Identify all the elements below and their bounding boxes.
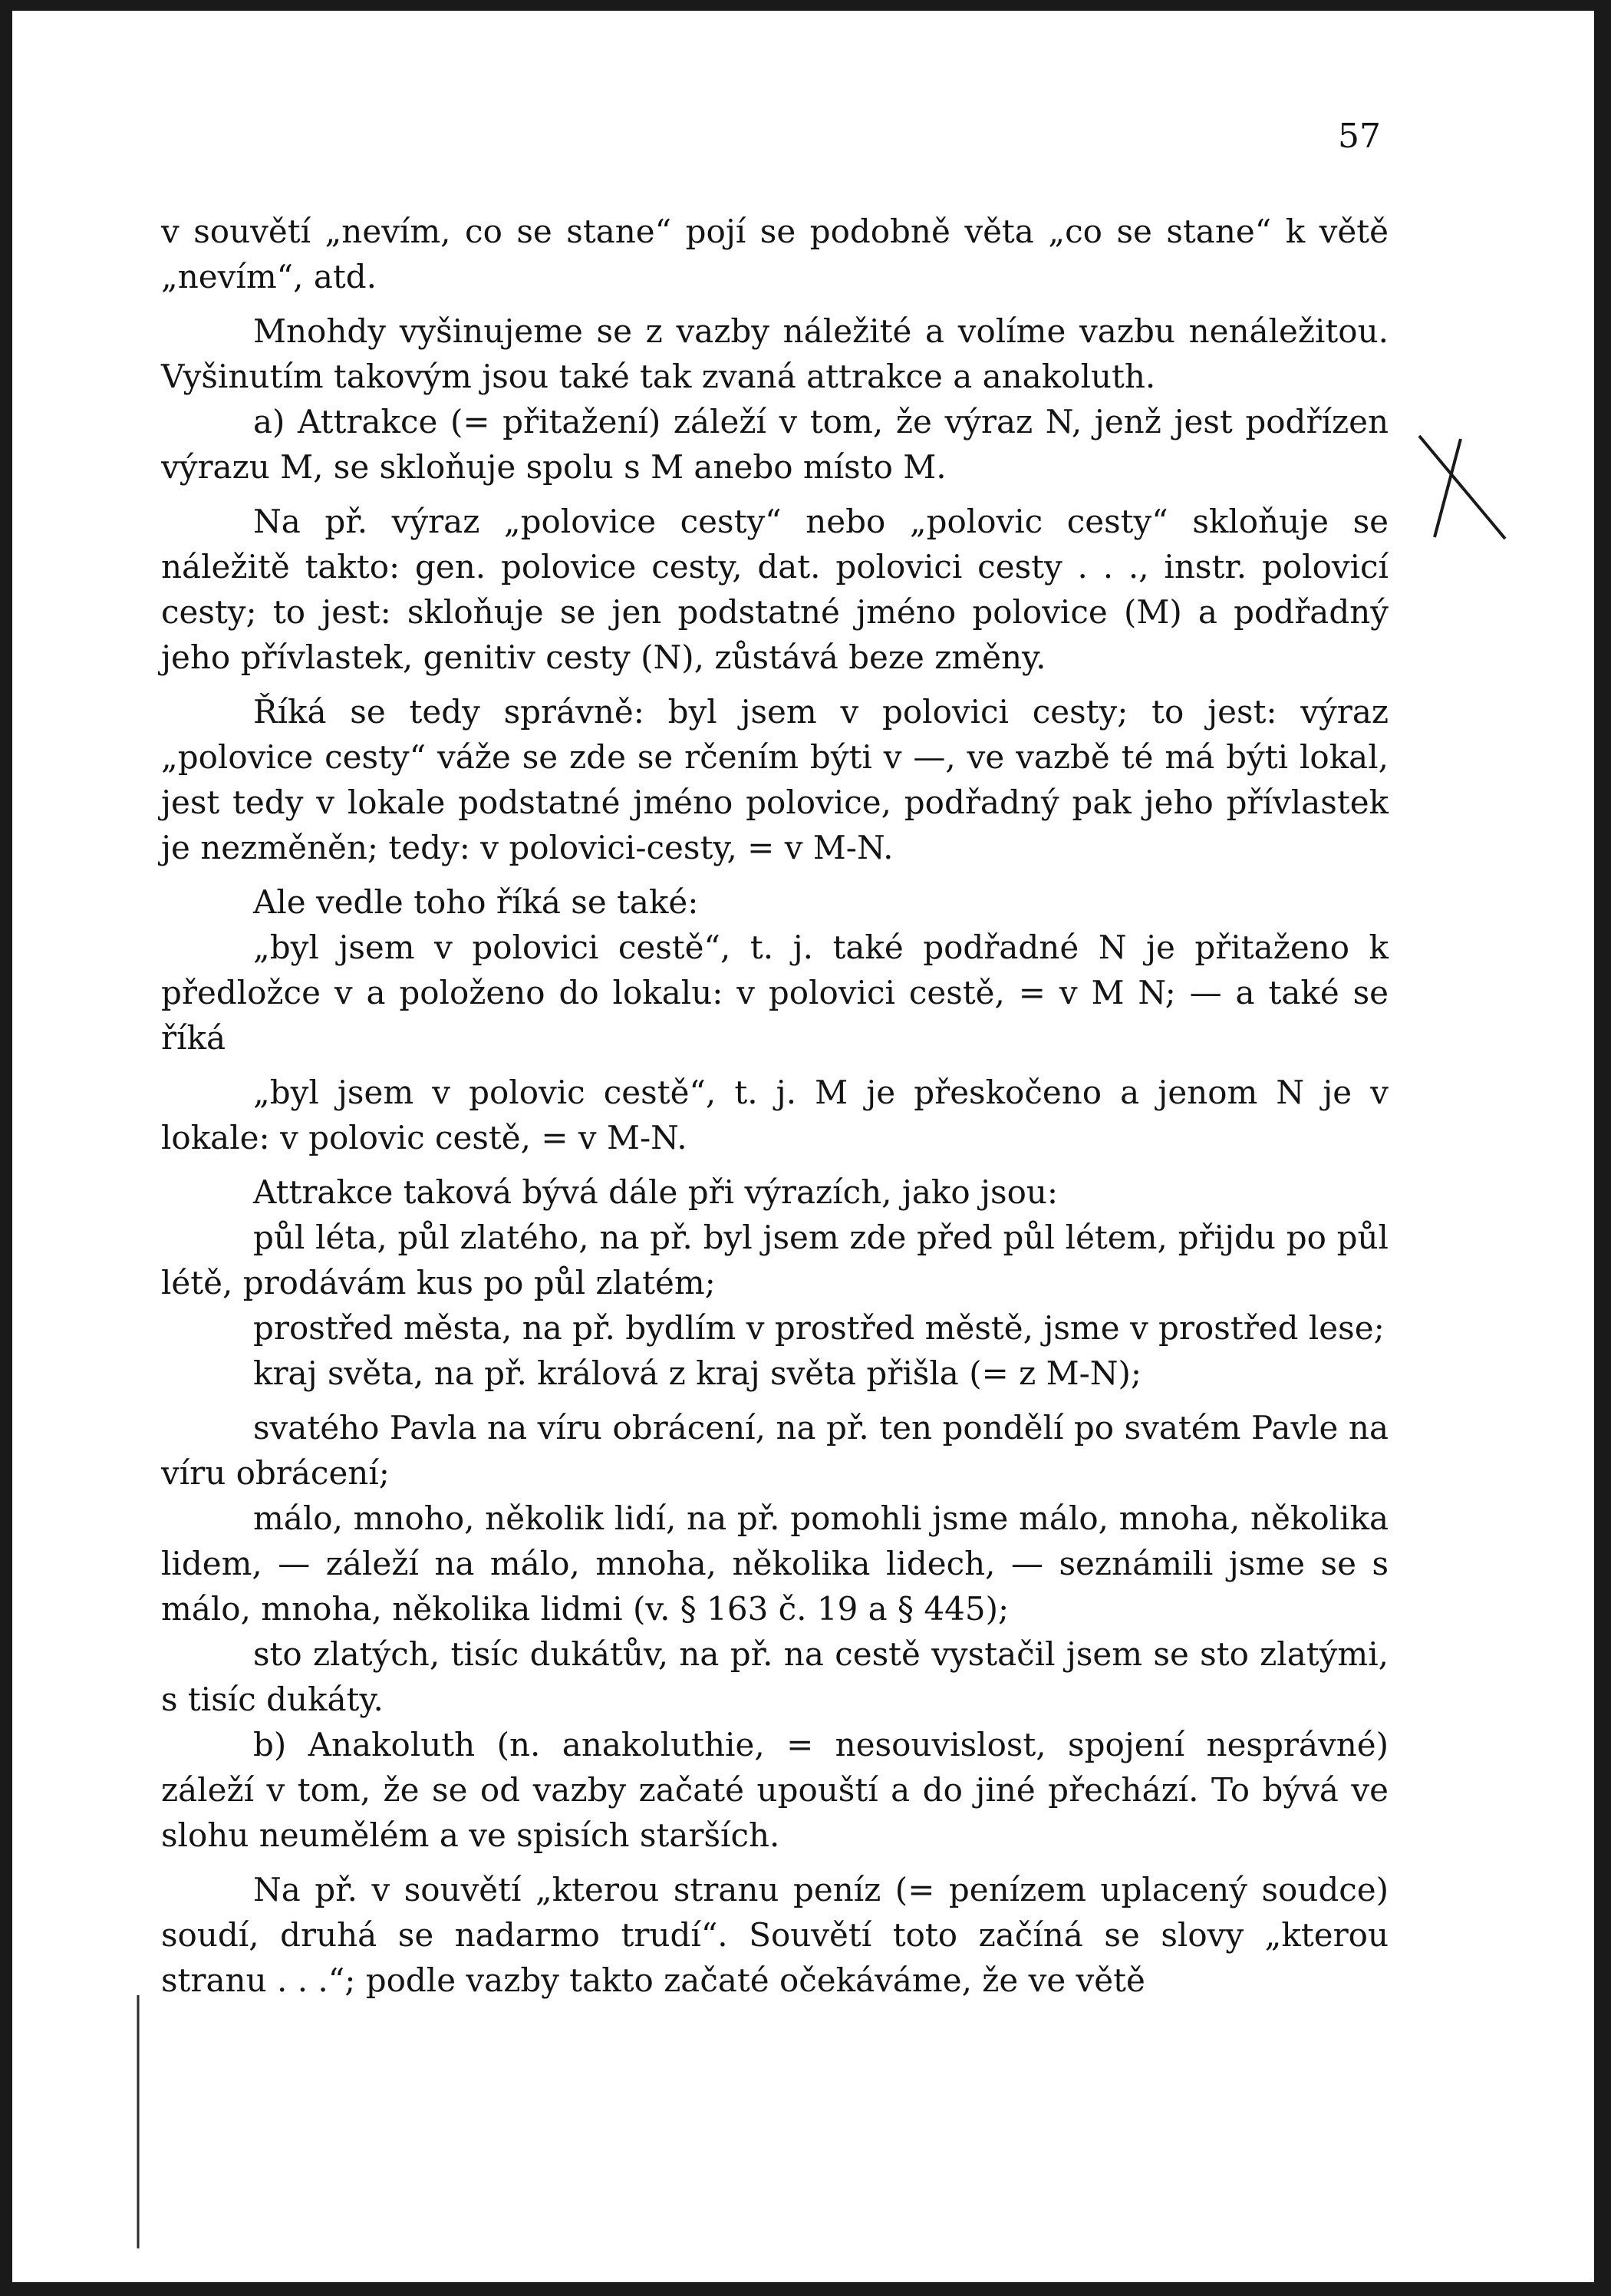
paragraph-attrakce: a) Attrakce (= přitažení) záleží v tom, že výraz N, jenž jest podřízen výrazu M, se skloňuje spolu s M anebo místo M.	[161, 403, 1389, 486]
paragraph-2: Mnohdy vyšinujeme se z vazby náležité a volíme vazbu nenáležitou. Vyšinutím takovým jsou také tak zvaná attrakce a anakoluth.	[161, 312, 1389, 395]
paragraph-example-4: „byl jsem v polovic cestě“, t. j. M je přeskočeno a jenom N je v lokale: v polovic cestě, = v M-N.	[161, 1074, 1389, 1156]
paragraph-example-1: Na př. výraz „polovice cesty“ nebo „polovic cesty“ skloňuje se náležitě takto: gen. polovice cesty, dat. polovici cesty . . ., instr. polovicí cesty; to jest: skloňuje se jen podstatné jméno polovice (M) a podřadný jeho přívlastek, genitiv cesty (N), zůstává beze změny.	[161, 503, 1389, 676]
margin-vertical-mark	[135, 1995, 141, 2248]
paragraph-example-5: půl léta, půl zlatého, na př. byl jsem zde před půl létem, přijdu po půl létě, prodávám kus po půl zlatém;	[161, 1219, 1389, 1301]
paragraph-example-8: svatého Pavla na víru obrácení, na př. ten pondělí po svatém Pavle na víru obrácení;	[161, 1409, 1389, 1492]
page-number: 57	[1338, 117, 1381, 156]
paragraph-anakoluth: b) Anakoluth (n. anakoluthie, = nesouvislost, spojení nesprávné) záleží v tom, že se od vazby začaté upouští a do jiné přechází. To bývá ve slohu neumělém a ve spisích starších.	[161, 1726, 1389, 1854]
paragraph-example-9: málo, mnoho, několik lidí, na př. pomohli jsme málo, mnoha, několika lidem, — záleží na málo, mnoha, několika lidech, — seznámili jsme se s málo, mnoha, několika lidmi (v. § 163 č. 19 a § 445);	[161, 1499, 1389, 1628]
paragraph-example-3: „byl jsem v polovici cestě“, t. j. také podřadné N je přitaženo k předložce v a položeno do lokalu: v polovici cestě, = v M N; — a také se říká	[161, 929, 1389, 1057]
body-text	[161, 209, 1389, 2003]
paragraph-example-6: prostřed města, na př. bydlím v prostřed městě, jsme v prostřed lese;	[253, 1309, 1385, 1347]
paragraph-example-11: Na př. v souvětí „kterou stranu peníz (= penízem uplacený soudce) soudí, druhá se nadarmo trudí“. Souvětí toto začíná se slovy „kterou stranu . . .“; podle vazby takto začaté očekáváme, že ve větě	[161, 1871, 1389, 1999]
paragraph-example-10: sto zlatých, tisíc dukátův, na př. na cestě vystačil jsem se sto zlatými, s tisíc dukáty.	[161, 1635, 1389, 1718]
paragraph-example-2: Říká se tedy správně: byl jsem v polovici cesty; to jest: výraz „polovice cesty“ váže se zde se rčením býti v —, ve vazbě té má býti lokal, jest tedy v lokale podstatné jméno polovice, podřadný pak jeho přívlastek je nezměněn; tedy: v polovici-cesty, = v M-N.	[161, 693, 1389, 866]
paragraph-1: v souvětí „nevím, co se stane“ pojí se podobně věta „co se stane“ k větě „nevím“, atd.	[161, 213, 1389, 295]
paragraph-4: Attrakce taková bývá dále při výrazích, jako jsou:	[253, 1173, 1059, 1211]
paragraph-example-7: kraj světa, na př. králová z kraj světa přišla (= z M-N);	[253, 1354, 1142, 1392]
margin-x-mark	[1413, 430, 1513, 545]
paragraph-3: Ale vedle toho říká se také:	[253, 883, 699, 921]
